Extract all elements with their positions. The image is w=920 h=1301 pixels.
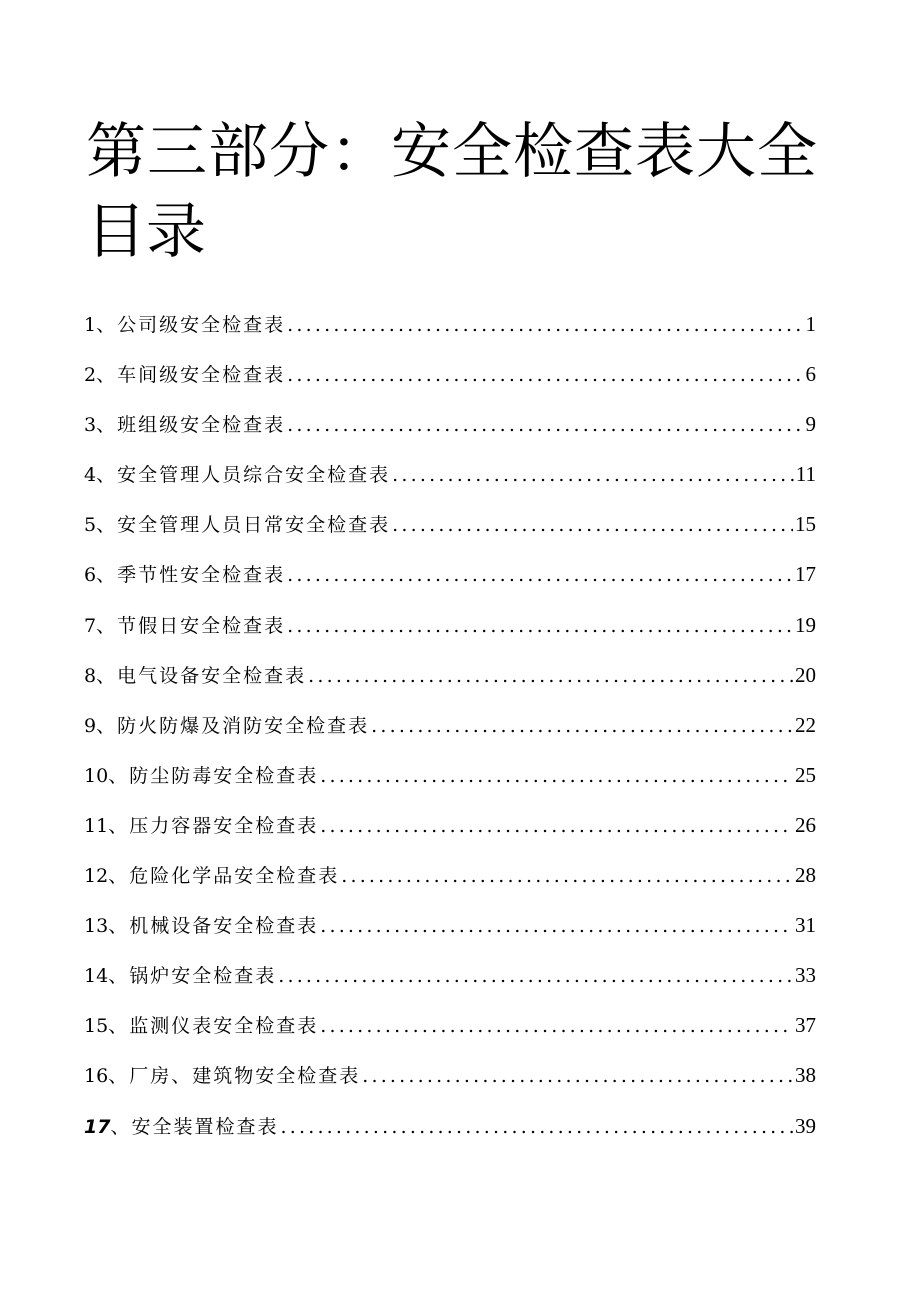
toc-entry-15[interactable] bbox=[84, 1011, 816, 1061]
toc-entry-page-number: 31 bbox=[795, 913, 816, 938]
toc-entry-label: 监测仪表安全检查表 bbox=[129, 1015, 319, 1038]
toc-entry-10[interactable] bbox=[84, 761, 816, 811]
toc-entry-page-number: 6 bbox=[805, 362, 816, 387]
toc-entry-label: 车间级安全检查表 bbox=[117, 364, 286, 387]
toc-entry-9[interactable] bbox=[84, 711, 816, 761]
toc-entry-page-number: 28 bbox=[795, 863, 816, 888]
toc-entry-number: 17 bbox=[84, 1115, 111, 1138]
toc-entry-separator: 、 bbox=[110, 1115, 132, 1138]
toc-entry-page-number: 25 bbox=[795, 762, 816, 787]
toc-entry-17[interactable] bbox=[84, 1112, 816, 1162]
toc-dot-leader bbox=[287, 414, 803, 436]
toc-entry-page-number: 11 bbox=[795, 462, 816, 487]
toc-entry-page-number: 19 bbox=[795, 612, 816, 637]
toc-entry-13[interactable] bbox=[84, 911, 816, 961]
toc-dot-leader bbox=[362, 1065, 793, 1087]
toc-entry-label: 厂房、建筑物安全检查表 bbox=[129, 1065, 361, 1088]
page-title: 第三部分：安全检查表大全 bbox=[86, 117, 818, 187]
toc-entry-label: 危险化学品安全检查表 bbox=[129, 865, 340, 888]
toc-entry-2[interactable] bbox=[84, 360, 816, 410]
toc-entry-number: 15 bbox=[84, 1015, 109, 1038]
toc-entry-separator: 、 bbox=[96, 414, 118, 437]
toc-entry-number: 2 bbox=[84, 364, 97, 387]
toc-entry-5[interactable] bbox=[84, 510, 816, 560]
toc-dot-leader bbox=[320, 765, 793, 787]
toc-entry-1[interactable] bbox=[84, 310, 816, 360]
toc-dot-leader bbox=[278, 965, 793, 987]
toc-entry-number: 13 bbox=[84, 915, 109, 938]
toc-entry-separator: 、 bbox=[96, 364, 118, 387]
toc-entry-page-number: 17 bbox=[795, 562, 816, 587]
toc-entry-label: 安全装置检查表 bbox=[131, 1115, 279, 1138]
toc-dot-leader bbox=[308, 665, 793, 687]
toc-entry-page-number: 39 bbox=[795, 1113, 816, 1138]
toc-entry-separator: 、 bbox=[108, 1065, 130, 1088]
toc-entry-separator: 、 bbox=[108, 814, 130, 837]
toc-entry-label: 防尘防毒安全检查表 bbox=[129, 764, 319, 787]
toc-entry-separator: 、 bbox=[96, 564, 118, 587]
toc-entry-number: 11 bbox=[84, 814, 109, 837]
toc-entry-separator: 、 bbox=[96, 664, 118, 687]
toc-entry-label: 季节性安全检查表 bbox=[117, 564, 286, 587]
toc-heading: 目录 bbox=[86, 197, 206, 267]
toc-entry-number: 1 bbox=[84, 314, 97, 336]
toc-entry-label: 安全管理人员日常安全检查表 bbox=[117, 514, 391, 537]
toc-entry-6[interactable] bbox=[84, 560, 816, 610]
toc-entry-number: 5 bbox=[84, 514, 97, 537]
toc-entry-14[interactable] bbox=[84, 961, 816, 1011]
toc-entry-page-number: 26 bbox=[795, 812, 816, 837]
toc-entry-number: 3 bbox=[84, 414, 97, 437]
toc-entry-4[interactable] bbox=[84, 460, 816, 510]
toc-entry-label: 公司级安全检查表 bbox=[117, 314, 286, 336]
toc-entry-page-number: 37 bbox=[795, 1013, 816, 1038]
toc-entry-separator: 、 bbox=[108, 1015, 130, 1038]
toc-entry-label: 锅炉安全检查表 bbox=[129, 965, 277, 988]
toc-dot-leader bbox=[371, 715, 793, 737]
toc-entry-separator: 、 bbox=[108, 764, 130, 787]
toc-entry-number: 14 bbox=[84, 965, 109, 988]
toc-entry-number: 12 bbox=[84, 865, 109, 888]
toc-dot-leader bbox=[287, 364, 803, 386]
toc-entry-label: 安全管理人员综合安全检查表 bbox=[117, 464, 391, 487]
toc-entry-page-number: 20 bbox=[795, 662, 816, 687]
toc-dot-leader bbox=[320, 915, 793, 937]
toc-entry-page-number: 33 bbox=[795, 963, 816, 988]
toc-entry-label: 防火防爆及消防安全检查表 bbox=[117, 714, 370, 737]
toc-entry-7[interactable] bbox=[84, 611, 816, 661]
toc-entry-page-number: 38 bbox=[795, 1063, 816, 1088]
table-of-contents bbox=[84, 310, 816, 1162]
toc-entry-separator: 、 bbox=[108, 865, 130, 888]
toc-dot-leader bbox=[320, 1015, 793, 1037]
toc-entry-separator: 、 bbox=[96, 714, 118, 737]
toc-dot-leader bbox=[280, 1116, 793, 1138]
toc-entry-number: 9 bbox=[84, 714, 97, 737]
toc-entry-label: 节假日安全检查表 bbox=[117, 614, 286, 637]
toc-dot-leader bbox=[392, 464, 794, 486]
toc-entry-label: 班组级安全检查表 bbox=[117, 414, 286, 437]
toc-dot-leader bbox=[287, 564, 793, 586]
toc-dot-leader bbox=[341, 865, 793, 887]
toc-entry-number: 10 bbox=[84, 764, 109, 787]
toc-entry-page-number: 15 bbox=[795, 512, 816, 537]
toc-dot-leader bbox=[287, 314, 803, 336]
toc-entry-8[interactable] bbox=[84, 661, 816, 711]
toc-entry-number: 16 bbox=[84, 1065, 109, 1088]
toc-entry-number: 4 bbox=[84, 464, 97, 487]
toc-dot-leader bbox=[320, 815, 793, 837]
toc-entry-separator: 、 bbox=[96, 314, 118, 336]
toc-dot-leader bbox=[392, 514, 793, 536]
toc-entry-label: 机械设备安全检查表 bbox=[129, 915, 319, 938]
toc-entry-12[interactable] bbox=[84, 861, 816, 911]
toc-entry-label: 压力容器安全检查表 bbox=[129, 814, 319, 837]
toc-entry-11[interactable] bbox=[84, 811, 816, 861]
toc-entry-page-number: 1 bbox=[805, 312, 816, 336]
toc-entry-16[interactable] bbox=[84, 1061, 816, 1111]
toc-entry-page-number: 9 bbox=[805, 412, 816, 437]
toc-entry-number: 6 bbox=[84, 564, 97, 587]
toc-entry-page-number: 22 bbox=[795, 712, 816, 737]
toc-entry-3[interactable] bbox=[84, 410, 816, 460]
toc-entry-separator: 、 bbox=[96, 614, 118, 637]
toc-entry-label: 电气设备安全检查表 bbox=[117, 664, 307, 687]
toc-entry-separator: 、 bbox=[96, 464, 118, 487]
toc-dot-leader bbox=[287, 615, 793, 637]
toc-entry-separator: 、 bbox=[108, 915, 130, 938]
toc-entry-separator: 、 bbox=[108, 965, 130, 988]
toc-entry-separator: 、 bbox=[96, 514, 118, 537]
toc-entry-number: 8 bbox=[84, 664, 97, 687]
toc-entry-number: 7 bbox=[84, 614, 97, 637]
